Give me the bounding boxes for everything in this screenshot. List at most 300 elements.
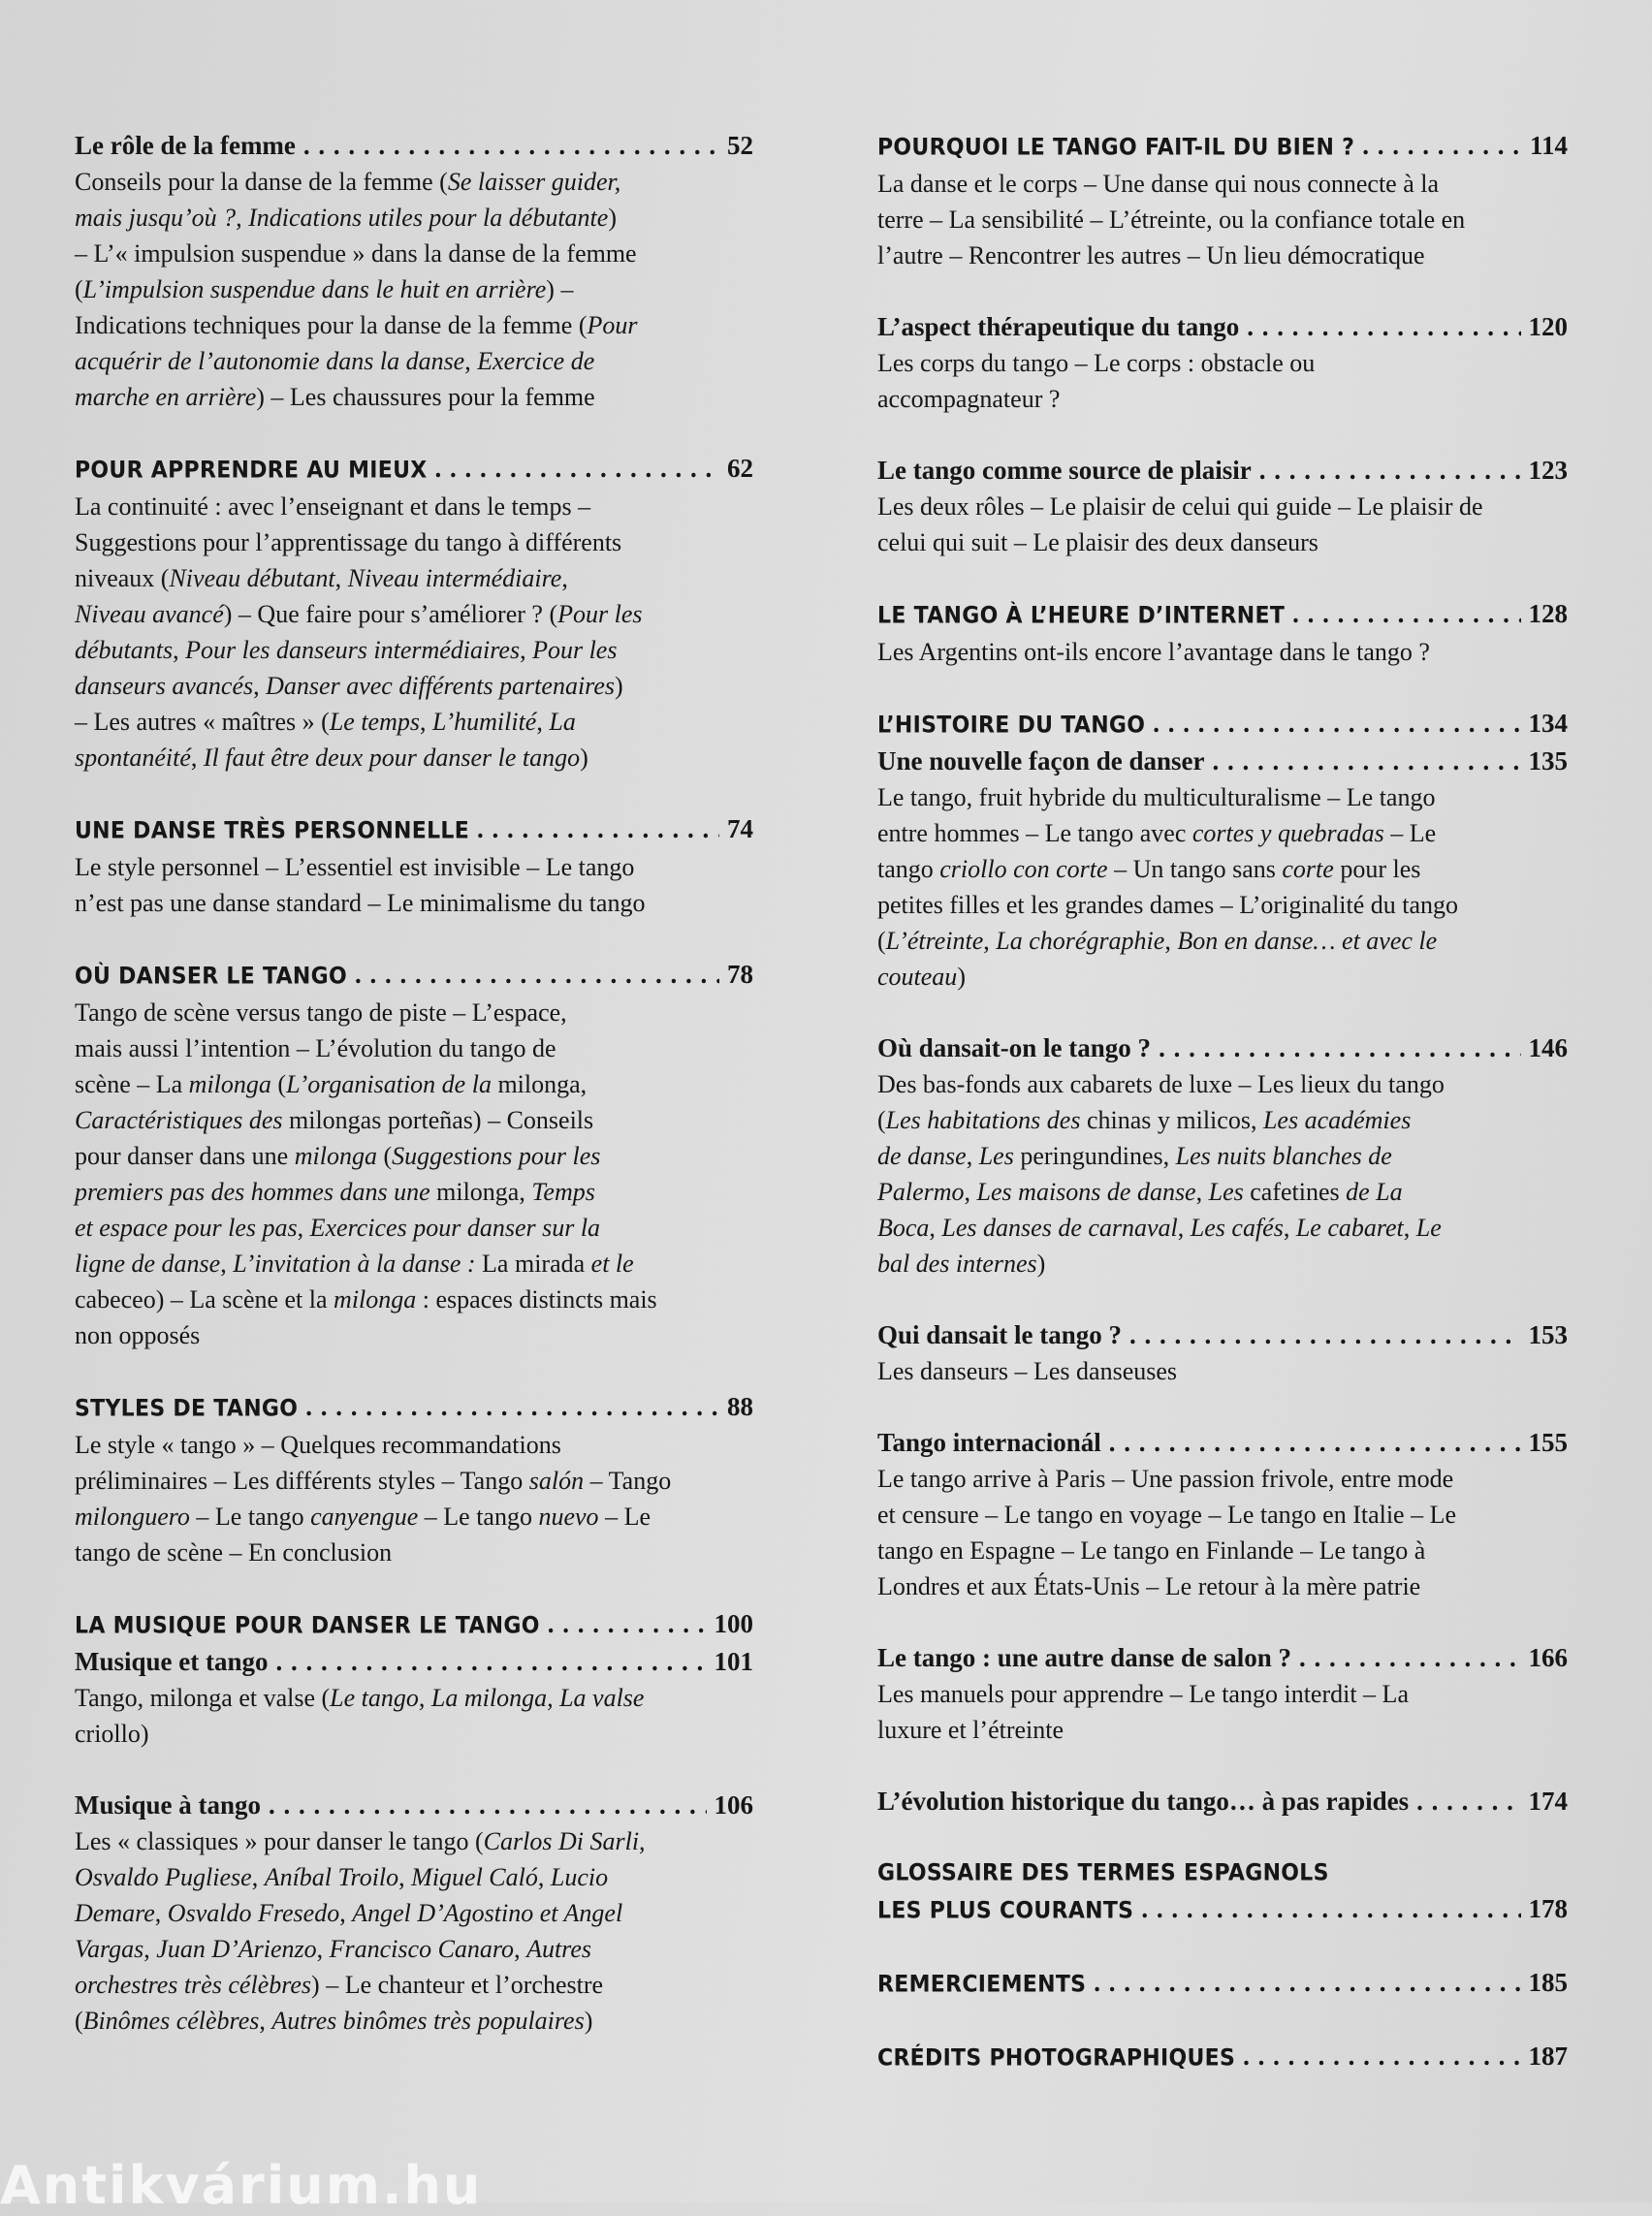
roman-text: Le style « tango » – Quelques recommandations [75,1431,561,1459]
description-line [877,634,1568,670]
roman-text: – L’« impulsion suspendue » dans la danse de la femme [75,239,637,268]
italic-text: Suggestions pour les [392,1142,601,1170]
toc-entry [75,128,753,415]
italic-text: Exercice de [477,347,595,375]
roman-text: , [536,708,550,736]
toc-entry [877,1317,1568,1389]
roman-text: , [929,1214,942,1242]
toc-page-number: 128 [1528,599,1568,628]
description-line [75,1895,753,1931]
italic-text: Vargas [75,1935,144,1963]
description-line [75,1931,753,1967]
toc-description [75,849,753,921]
toc-page-number: 135 [1528,746,1568,776]
toc-description [75,1427,753,1570]
italic-text: Angel D’Agostino et Angel [352,1899,623,1927]
roman-text: – Le [598,1503,651,1531]
description-line [75,200,753,236]
toc-entry [877,309,1568,417]
italic-text: bal des internes [877,1250,1037,1278]
italic-text: Les [978,1142,1014,1170]
roman-text: , [220,1250,234,1278]
toc-heading[interactable] [75,1606,753,1644]
roman-text: , [143,1935,157,1963]
toc-page-number: 78 [727,960,753,989]
roman-text: ( [376,1142,393,1170]
description-line [75,524,753,560]
roman-text: : espaces distincts mais [416,1285,657,1314]
roman-text: , [173,636,186,664]
description-line [75,343,753,379]
roman-text: Les deux rôles – Le plaisir de celui qui guide – Le plaisir de [877,492,1483,521]
toc-heading[interactable] [75,128,753,164]
italic-text: L’impulsion suspendue dans le huit en arrière [82,275,547,303]
italic-text: Danser avec différents partenaires [266,672,615,700]
description-line [75,307,753,343]
italic-text: Boca [877,1214,930,1242]
toc-heading[interactable] [75,451,753,489]
toc-entry [877,596,1568,670]
roman-text: , [419,708,432,736]
italic-text: acquérir de l’autonomie dans la danse [75,347,465,375]
description-line [75,1210,753,1246]
description-line [75,1967,753,2003]
toc-entry [877,453,1568,560]
roman-text: tango [877,855,940,883]
italic-text: Bon en danse… et avec le [1177,927,1438,955]
roman-text: ( [75,275,83,303]
italic-text: milonga [294,1142,377,1170]
toc-title: Le tango : une autre danse de salon ? [877,1643,1292,1672]
toc-title: POURQUOI LE TANGO FAIT-IL DU BIEN ? [877,134,1355,162]
dot-leader [435,451,719,487]
description-line [75,2003,753,2039]
toc-page-number: 178 [1528,1894,1568,1923]
toc-entry [877,1855,1568,1929]
description-line [877,1174,1568,1210]
roman-text: pour les [1333,855,1421,883]
toc-entry [75,1788,753,2039]
italic-text: Les danses de carnaval [941,1214,1178,1242]
italic-text: Palermo [877,1178,965,1206]
toc-title: Tango internacionál [877,1428,1101,1457]
italic-text: Le cabaret [1295,1214,1404,1242]
italic-text: Pour [587,311,638,339]
roman-text: ) [608,204,617,232]
roman-text: , [1195,1178,1209,1206]
dot-leader [355,957,719,993]
toc-title: CRÉDITS PHOTOGRAPHIQUES [877,2044,1236,2073]
italic-text: Il faut être deux pour danser le tango [203,744,581,772]
description-line [877,237,1568,273]
dot-leader [1141,1891,1520,1927]
italic-text: premiers pas des hommes dans une [75,1178,430,1206]
dot-leader [548,1606,707,1642]
toc-heading[interactable] [75,1389,753,1427]
toc-title: Une nouvelle façon de danser [877,746,1205,776]
roman-text: tango en Espagne – Le tango en Finlande – Le tango à [877,1536,1426,1565]
italic-text: Les nuits blanches de [1175,1142,1392,1170]
toc-description [877,345,1568,417]
toc-heading[interactable] [877,1891,1568,1929]
toc-title: Le rôle de la femme [75,131,296,160]
roman-text: accompagnateur ? [877,385,1061,413]
toc-entry [877,128,1568,273]
roman-text: , [297,1214,310,1242]
italic-text: L’invitation à la danse : [233,1250,476,1278]
roman-text: , [1164,927,1178,955]
description-line [877,489,1568,524]
roman-text: pour danser dans une [75,1142,295,1170]
description-line [75,1174,753,1210]
italic-text: milonguero [75,1503,190,1531]
description-line [75,1716,753,1752]
dot-leader [276,1644,707,1680]
dot-leader [1416,1784,1520,1820]
roman-text: La mirada [475,1250,591,1278]
roman-text: , [514,1935,527,1963]
italic-text: Autres [526,1935,591,1963]
italic-text: milonga [334,1285,417,1314]
toc-page-number: 146 [1528,1033,1568,1062]
roman-text: , [966,1142,979,1170]
roman-text: cafetines [1243,1178,1347,1206]
description-line [877,815,1568,851]
description-line [877,887,1568,923]
italic-text: canyengue [310,1503,419,1531]
toc-heading[interactable] [877,1855,1568,1891]
toc-page-number: 106 [714,1790,753,1820]
italic-text: Les maisons de danse [976,1178,1196,1206]
toc-heading[interactable] [877,1965,1568,2003]
description-line [75,1823,753,1859]
description-line [877,1102,1568,1138]
description-line [75,1535,753,1570]
roman-text: La danse et le corps – Une danse qui nous connecte à la [877,170,1440,198]
description-line [75,1499,753,1535]
dot-leader [1299,1640,1520,1676]
roman-text: – Le [1383,819,1437,847]
toc-heading[interactable] [75,1788,753,1823]
roman-text: chinas y milicos, [1080,1106,1263,1134]
roman-text: ) [1036,1250,1046,1278]
italic-text: Osvaldo Fresedo [167,1899,340,1927]
roman-text: , [339,1899,353,1927]
description-line [877,1138,1568,1174]
toc-title: UNE DANSE TRÈS PERSONNELLE [75,817,470,845]
italic-text: criollo con corte [939,855,1108,883]
description-line [877,1066,1568,1102]
toc-heading[interactable] [877,1784,1568,1820]
toc-description [75,164,753,415]
toc-heading[interactable] [75,1644,753,1680]
roman-text: Londres et aux États-Unis – Le retour à la mère patrie [877,1572,1421,1600]
roman-text: – Le tango [418,1503,539,1531]
toc-page-number: 187 [1528,2042,1568,2071]
italic-text: Pour les danseurs intermédiaires [185,636,521,664]
toc-title: OÙ DANSER LE TANGO [75,963,348,991]
toc-page-number: 134 [1528,709,1568,738]
description-line [877,1353,1568,1389]
description-line [75,1317,753,1353]
toc-right-column [877,128,1568,2112]
italic-text: spontanéité [75,744,191,772]
italic-text: Lucio [550,1863,609,1891]
roman-text: , [1403,1214,1416,1242]
roman-text: l’autre – Rencontrer les autres – Un lieu démocratique [877,241,1425,269]
roman-text: , [154,1899,168,1927]
toc-description [877,1676,1568,1748]
toc-heading[interactable] [877,706,1568,744]
description-line [877,1246,1568,1282]
roman-text: – Les autres « maîtres » ( [75,708,330,736]
description-line [75,1246,753,1282]
italic-text: de La [1346,1178,1403,1206]
toc-heading[interactable] [75,957,753,995]
roman-text: terre – La sensibilité – L’étreinte, ou la confiance totale en [877,206,1466,234]
dot-leader [1213,744,1521,779]
roman-text: , [983,927,997,955]
italic-text: nuevo [538,1503,599,1531]
toc-title: LE TANGO À L’HEURE D’INTERNET [877,602,1286,630]
roman-text: Le style personnel – L’essentiel est invisible – Le tango [75,853,635,881]
roman-text: ) – [546,275,574,303]
italic-text: L’étreinte [885,927,984,955]
toc-description [877,634,1568,670]
description-line [877,1712,1568,1748]
italic-text: Exercices pour danser sur la [309,1214,601,1242]
toc-page-number: 185 [1528,1968,1568,1997]
toc-entry [877,1965,1568,2003]
dot-leader [1243,2039,1520,2074]
roman-text: n’est pas une danse standard – Le minimalisme du tango [75,889,646,917]
roman-text: , [520,636,533,664]
roman-text: , [639,1827,646,1855]
toc-entry [877,1784,1568,1820]
roman-text: ) [584,2007,593,2035]
description-line [75,704,753,740]
description-line [75,1102,753,1138]
italic-text: Demare [75,1899,155,1927]
toc-entry [877,1640,1568,1748]
roman-text: milonga, [429,1178,532,1206]
roman-text: , [334,564,348,592]
description-line [877,524,1568,560]
toc-heading[interactable] [877,453,1568,489]
description-line [75,379,753,415]
toc-title: GLOSSAIRE DES TERMES ESPAGNOLS [877,1859,1329,1887]
description-line [75,1138,753,1174]
description-line [877,1676,1568,1712]
description-line [877,779,1568,815]
italic-text: Temps [531,1178,595,1206]
roman-text: et censure – Le tango en voyage – Le tango en Italie – Le [877,1501,1457,1529]
description-line [75,632,753,668]
italic-text: débutants [75,636,174,664]
dot-leader [1129,1317,1520,1353]
roman-text: La continuité : avec l’enseignant et dans le temps – [75,492,591,521]
italic-text: Niveau débutant [169,564,335,592]
italic-text: Le [1415,1214,1442,1242]
italic-text: orchestres très célèbres [75,1971,312,1999]
italic-text: Les habitations des [885,1106,1081,1134]
roman-text: , [464,347,478,375]
roman-text: , [190,744,204,772]
toc-description [877,1461,1568,1604]
italic-text: Juan D’Arienzo [156,1935,317,1963]
italic-text: Pour les [557,600,643,628]
roman-text: , [253,672,267,700]
description-line [877,1568,1568,1604]
roman-text: ( [877,927,886,955]
toc-page-number: 62 [727,454,753,483]
toc-description [75,1680,753,1752]
toc-heading[interactable] [877,1030,1568,1066]
roman-text: ) [957,963,966,991]
toc-heading[interactable] [877,128,1568,166]
italic-text: Miguel Caló [411,1863,538,1891]
italic-text: Les cafés [1190,1214,1284,1242]
italic-text: Caractéristiques des [75,1106,283,1134]
dot-leader [1362,128,1522,164]
roman-text: ) – Le chanteur et l’orchestre [311,1971,604,1999]
toc-page-number: 101 [714,1647,753,1676]
italic-text: La chorégraphie [996,927,1165,955]
toc-heading[interactable] [75,811,753,849]
toc-heading[interactable] [877,596,1568,634]
toc-page-number: 120 [1528,312,1568,341]
description-line [877,851,1568,887]
description-line [75,271,753,307]
italic-text: Niveau intermédiaire [347,564,562,592]
italic-text: La [549,708,576,736]
toc-title: POUR APPRENDRE AU MIEUX [75,457,428,485]
description-line [877,1533,1568,1568]
roman-text: petites filles et les grandes dames – L’originalité du tango [877,891,1459,919]
roman-text: Conseils pour la danse de la femme ( [75,168,448,196]
dot-leader [1153,706,1520,742]
toc-entry [877,1425,1568,1604]
roman-text: niveaux ( [75,564,170,592]
italic-text: L’humilité [431,708,537,736]
toc-heading[interactable] [877,309,1568,345]
toc-page-number: 155 [1528,1428,1568,1457]
italic-text: L’organisation de la [286,1070,492,1098]
toc-heading[interactable] [877,1640,1568,1676]
roman-text: , [398,1863,412,1891]
roman-text: Les danseurs – Les danseuses [877,1357,1178,1385]
toc-entry [75,1389,753,1570]
description-line [75,995,753,1030]
roman-text: , [251,1863,265,1891]
description-line [75,849,753,885]
roman-text: ) [580,744,588,772]
toc-page-number: 166 [1528,1643,1568,1672]
roman-text: Suggestions pour l’apprentissage du tango à différents [75,528,622,556]
italic-text: et le [590,1250,634,1278]
roman-text: – Un tango sans [1107,855,1283,883]
description-line [75,668,753,704]
dot-leader [1259,453,1521,489]
roman-text: ) [614,672,623,700]
roman-text: milonga, [491,1070,588,1098]
toc-entry [877,706,1568,995]
roman-text: ( [270,1070,287,1098]
roman-text: Les « classiques » pour danser le tango ( [75,1827,484,1855]
toc-title: Qui dansait le tango ? [877,1320,1123,1349]
italic-text: danseurs avancés [75,672,254,700]
description-line [877,959,1568,995]
roman-text: entre hommes – Le tango avec [877,819,1192,847]
toc-page-number: 74 [727,814,753,843]
toc-title-continued: LES PLUS COURANTS [877,1897,1134,1925]
toc-title: Le tango comme source de plaisir [877,456,1252,485]
italic-text: Les [1208,1178,1244,1206]
italic-text: Niveau avancé [75,600,224,628]
toc-entry [75,1606,753,1752]
toc-entry [877,1030,1568,1282]
roman-text: Les manuels pour apprendre – Le tango interdit – La [877,1680,1409,1708]
toc-description [75,489,753,776]
roman-text: celui qui suit – Le plaisir des deux danseurs [877,528,1318,556]
roman-text: tango de scène – En conclusion [75,1538,393,1567]
toc-page-number: 100 [714,1609,753,1638]
roman-text: ( [75,2007,83,2035]
roman-text: – Tango [584,1467,672,1495]
description-line [75,1066,753,1102]
italic-text: Les académies [1262,1106,1412,1134]
roman-text: , [259,2007,272,2035]
description-line [877,923,1568,959]
toc-page-number: 114 [1529,131,1568,160]
toc-heading[interactable] [877,1425,1568,1461]
roman-text: Tango de scène versus tango de piste – L’espace, [75,998,567,1027]
roman-text: luxure et l’étreinte [877,1716,1064,1744]
italic-text: Binômes célèbres [82,2007,260,2035]
italic-text: Le temps [329,708,420,736]
roman-text: ( [877,1106,886,1134]
toc-heading[interactable] [877,744,1568,779]
description-line [75,1427,753,1463]
roman-text: ) – Les chaussures pour la femme [256,383,595,411]
italic-text: cortes y quebradas [1191,819,1384,847]
description-line [877,166,1568,202]
roman-text: non opposés [75,1321,201,1349]
roman-text: – Le tango [189,1503,311,1531]
italic-text: marche en arrière [75,383,257,411]
roman-text: , [1283,1214,1296,1242]
roman-text: Le tango, fruit hybride du multiculturalisme – Le tango [877,783,1436,811]
italic-text: milonga [188,1070,271,1098]
toc-heading[interactable] [877,1317,1568,1353]
roman-text: Les Argentins ont-ils encore l’avantage dans le tango ? [877,638,1430,666]
toc-title: Musique et tango [75,1647,269,1676]
roman-text: criollo) [75,1720,149,1748]
description-line [75,164,753,200]
dot-leader [477,811,719,847]
roman-text: , [964,1178,977,1206]
toc-description [877,1066,1568,1282]
toc-title: L’aspect thérapeutique du tango [877,312,1240,341]
roman-text: scène – La [75,1070,189,1098]
toc-entry [75,451,753,776]
toc-heading[interactable] [877,2039,1568,2076]
description-line [75,740,753,776]
roman-text: Tango, milonga et valse ( [75,1684,331,1712]
roman-text: mais aussi l’intention – L’évolution du tango de [75,1034,556,1062]
dot-leader [1247,309,1520,345]
watermark: Antikvárium.hu [0,2155,483,2216]
